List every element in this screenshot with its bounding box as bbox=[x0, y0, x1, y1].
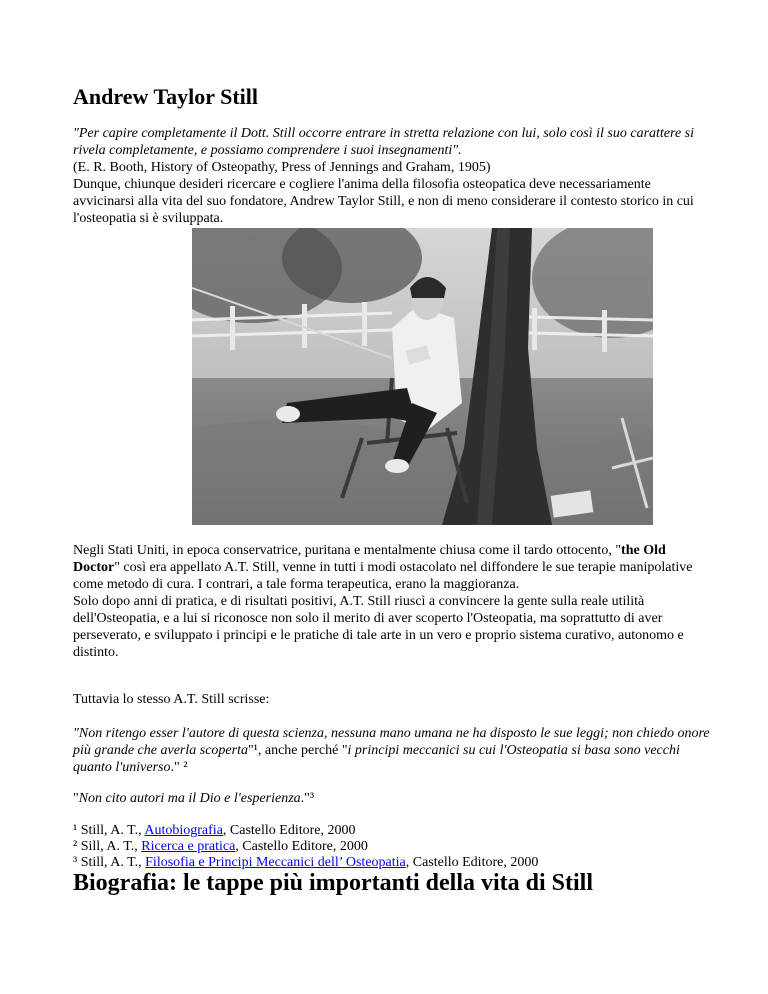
footnote-2 bbox=[73, 839, 713, 855]
footnote-1-prefix: ¹ Still, A. T., bbox=[73, 823, 145, 838]
p1-text-a: Negli Stati Uniti, in epoca conservatrice, puritana e mentalmente chiusa come il tardo ottocento, " bbox=[73, 543, 622, 558]
page-title: Andrew Taylor Still bbox=[73, 84, 259, 109]
footnote-1-suffix: , Castello Editore, 2000 bbox=[222, 823, 356, 838]
still-photograph bbox=[192, 228, 653, 525]
quote-part-2: i principi meccanici su cui l'Osteopatia si basa sono vecchi quanto l'universo bbox=[73, 743, 680, 775]
footnote-1-link[interactable]: Autobiografia bbox=[144, 823, 223, 838]
footnote-3-suffix: , Castello Editore, 2000 bbox=[405, 855, 539, 870]
still-quote-2 bbox=[73, 790, 713, 807]
body-paragraph-1 bbox=[73, 542, 713, 661]
quote-part-1: "Non ritengo esser l'autore di questa scienza, nessuna mano umana ne ha disposto le sue leggi; non chiedo onore più grande che averla scoperta bbox=[73, 726, 710, 758]
quote2-text: Non cito autori ma il Dio e l'esperienza bbox=[78, 791, 301, 806]
body-paragraph-3: Tuttavia lo stesso A.T. Still scrisse: bbox=[73, 692, 270, 707]
old-doctor-bold: the Old Doctor bbox=[73, 543, 666, 575]
photo-image bbox=[192, 228, 653, 525]
p1-text-b: " così era appellato A.T. Still, venne in tutti i modi ostacolato nel diffondere le sue terapie manipolative come metodo di cura. I contrari, a tale forma terapeutica, erano la maggioranza. bbox=[73, 560, 693, 592]
footnote-3-link[interactable]: Filosofia e Principi Meccanici dell’ Osteopatia bbox=[145, 855, 406, 870]
quote2-open: " bbox=[73, 791, 79, 806]
footnote-2-link[interactable]: Ricerca e pratica bbox=[141, 839, 236, 854]
section-title: Biografia: le tappe più importanti della vita di Still bbox=[73, 870, 594, 896]
quote-mid: "¹, anche perché " bbox=[247, 743, 348, 758]
opening-quote bbox=[73, 125, 713, 176]
still-quote bbox=[73, 725, 713, 776]
footnote-2-suffix: , Castello Editore, 2000 bbox=[235, 839, 368, 854]
footnote-3-prefix: ³ Still, A. T., bbox=[73, 855, 146, 870]
footnote-1 bbox=[73, 823, 713, 839]
body-paragraph-2: Solo dopo anni di pratica, e di risultati positivi, A.T. Still riuscì a convincere la gente sulla reale utilità dell'Osteopatia, e a lui si riconosce non solo il merito di aver scoperto l'Osteopatia, ma soprattutto di aver perseverato, e sviluppato i principi e le pratiche di tale arte in un vero e proprio sistema curativo, autonomo e distinto. bbox=[73, 594, 684, 660]
intro-paragraph: Dunque, chiunque desideri ricercare e cogliere l'anima della filosofia osteopatica deve necessariamente avvicinarsi alla vita del suo fondatore, Andrew Taylor Still, e non di meno considerare il contesto storico in cui l'osteopatia si è sviluppata. bbox=[73, 177, 694, 226]
quote2-end: ."³ bbox=[300, 791, 315, 806]
quote-end: ." ² bbox=[170, 760, 188, 775]
quote-source: (E. R. Booth, History of Osteopathy, Press of Jennings and Graham, 1905) bbox=[73, 160, 491, 175]
quote-text: "Per capire completamente il Dott. Still occorre entrare in stretta relazione con lui, solo così il suo carattere si rivela completamente, e possiamo comprendere i suoi insegnamenti". bbox=[73, 126, 695, 158]
footnote-2-prefix: ² Sill, A. T., bbox=[73, 839, 142, 854]
footnotes bbox=[73, 823, 713, 871]
